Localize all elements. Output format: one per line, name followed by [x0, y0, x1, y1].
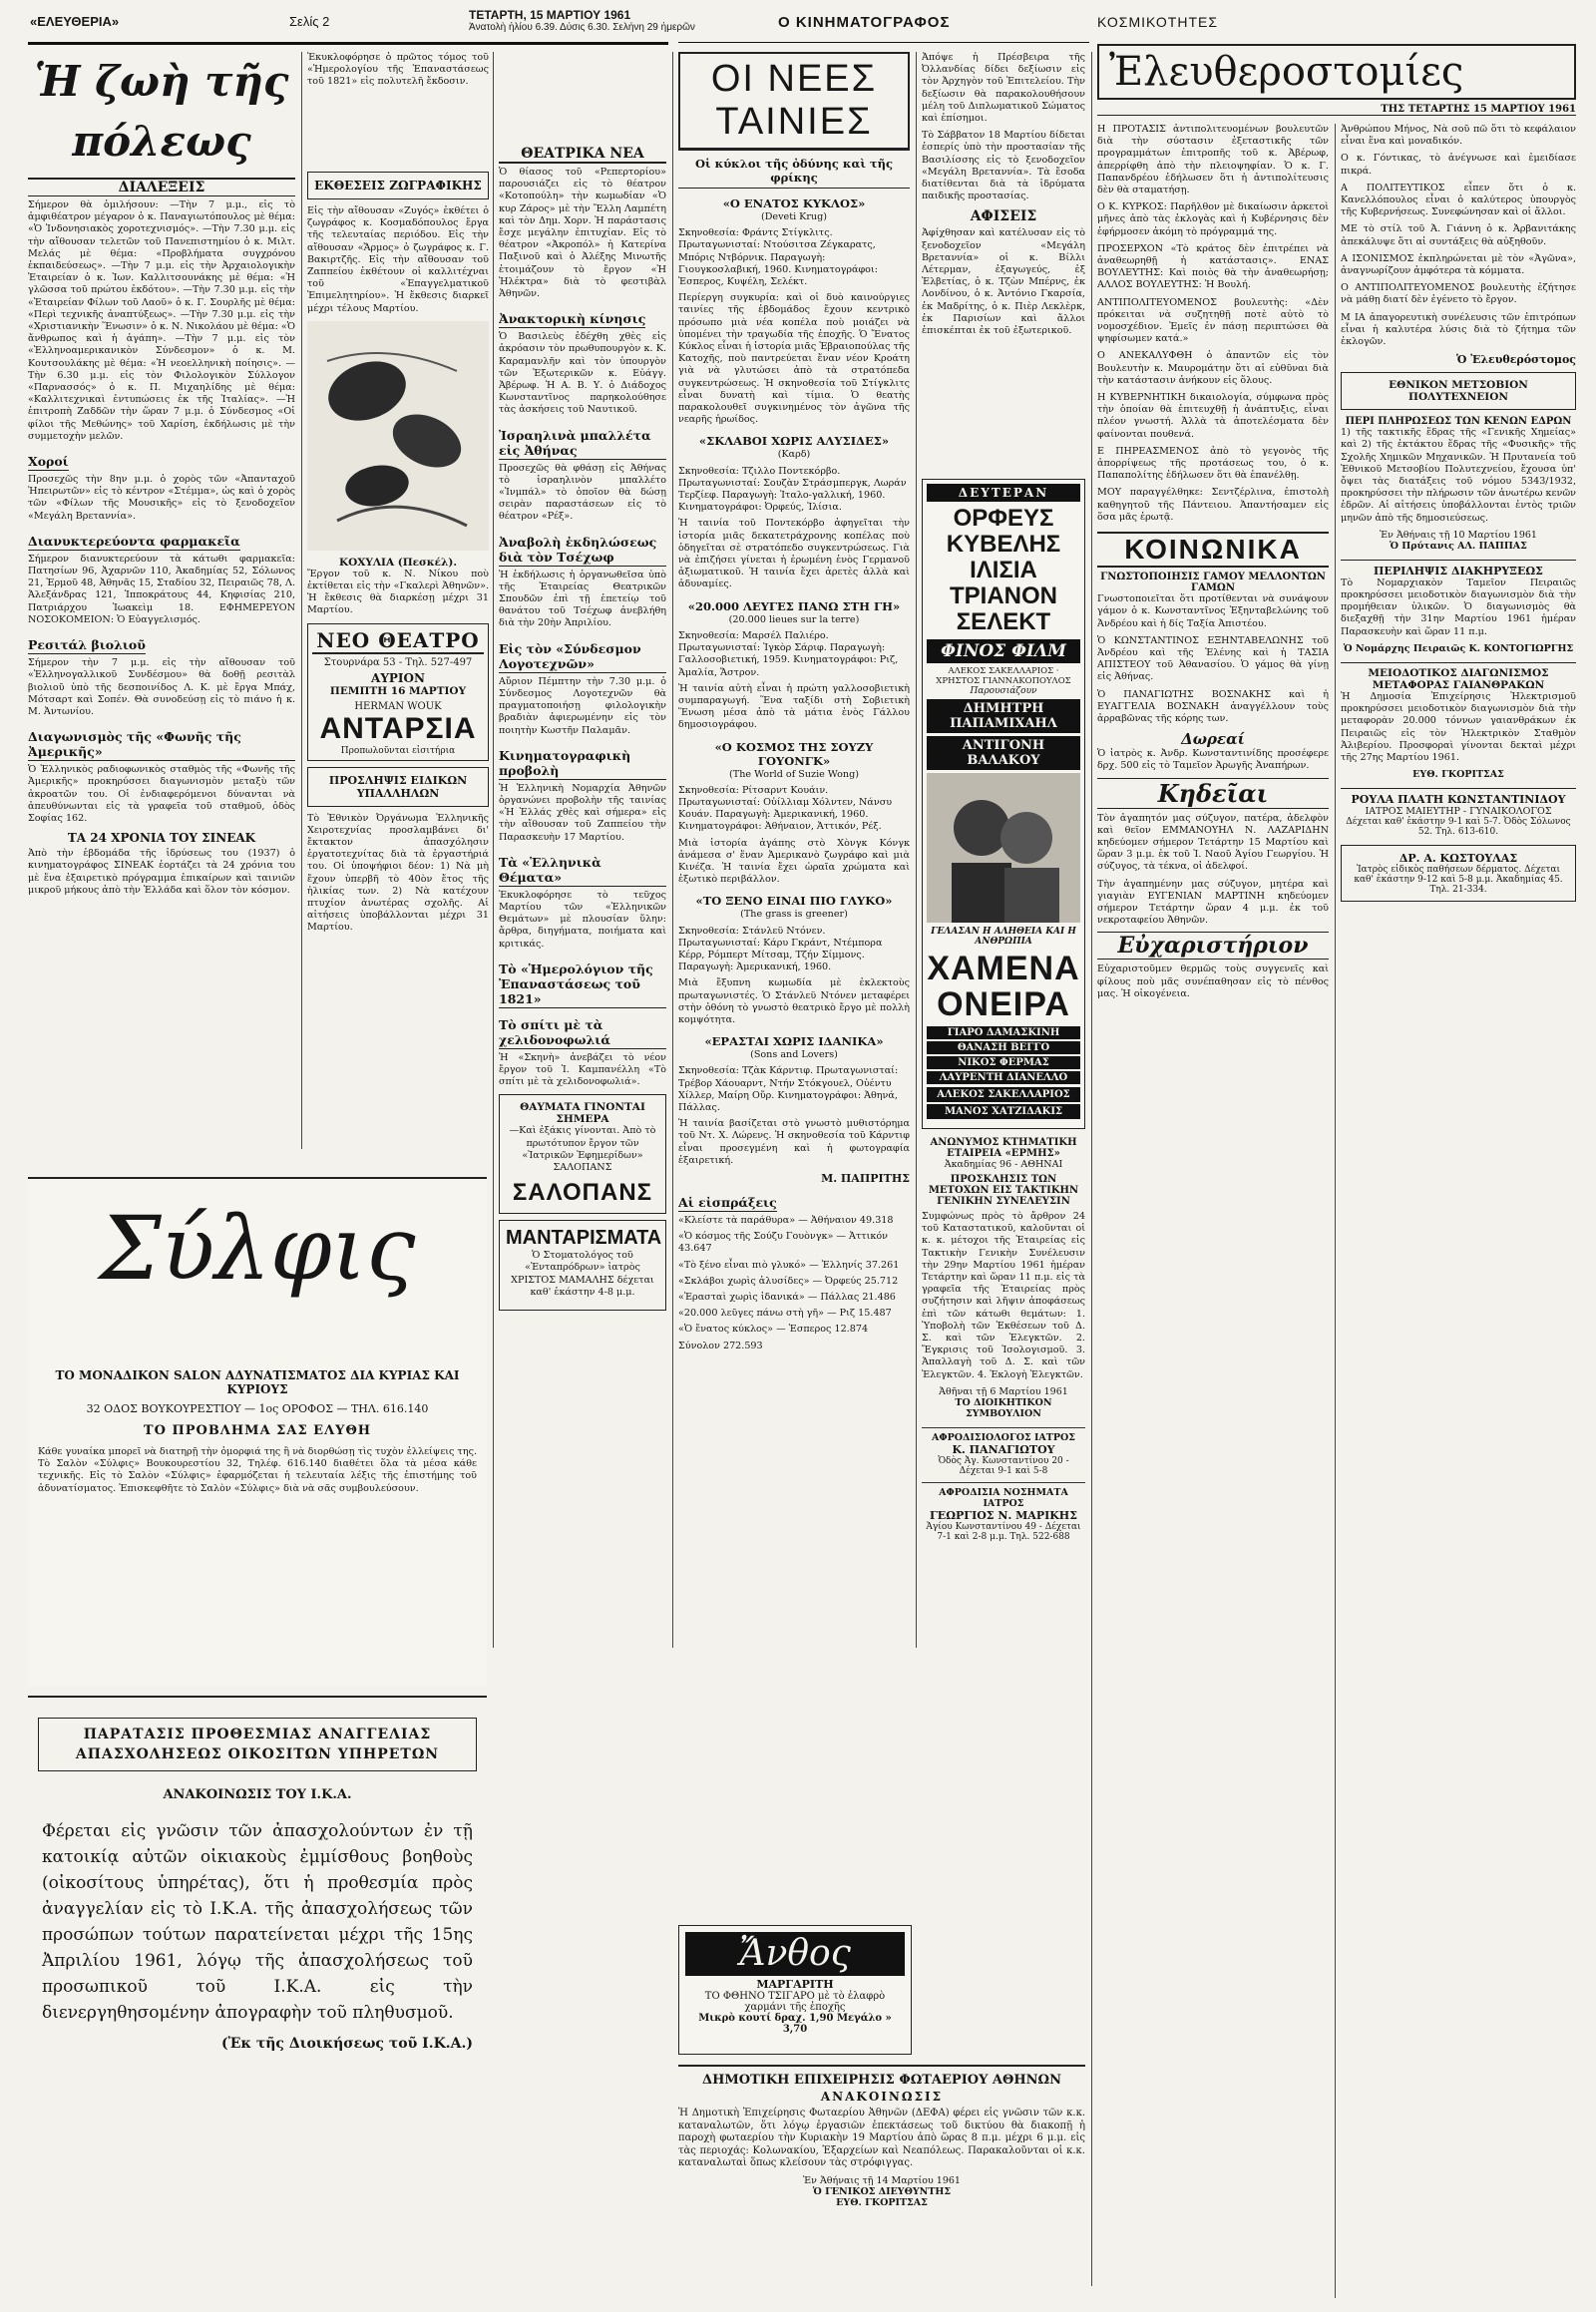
ika-notice	[28, 1696, 487, 2300]
image-note: Ἔργον τοῦ κ. Ν. Νίκου ποὺ ἐκτίθεται εἰς τὴν «Γκαλερὶ Ἀθηνῶν». Ἡ ἔκθεσις θὰ διαρκέσῃ μέχρι 31 Μαρτίου.	[307, 568, 489, 616]
top-rule-left	[28, 42, 668, 45]
new-films-subhead: Οἱ κύκλοι τῆς ὀδύνης καὶ τῆς φρίκης	[678, 157, 910, 189]
arrivals-title: ΑΦΙΣΕΙΣ	[970, 208, 1037, 225]
ad-cinemas: ΟΡΦΕΥΣ ΚΥΒΕΛΗΣ ΙΛΙΣΙΑ ΤΡΙΑΝΟΝ ΣΕΛΕΚΤ	[946, 505, 1061, 635]
ad-studio: ΦΙΝΟΣ ΦΙΛΜ	[927, 639, 1080, 663]
ad-cast-member: ΝΙΚΟΣ ΦΕΡΜΑΣ	[927, 1056, 1080, 1069]
anthos-brand: Ἄνθος	[739, 1933, 851, 1974]
company-notice	[922, 1137, 1085, 1676]
right-para-2: Ο κ. Γόντικας, τὸ ἀνέγνωσε καὶ ἐμειδίασε πικρά.	[1341, 153, 1576, 177]
divider	[1335, 124, 1336, 2298]
sylphis-salon-ad	[28, 1177, 487, 1686]
sylphis-title: ΤΟ ΜΟΝΑΔΙΚΟΝ SALON ΑΔΥΝΑΤΙΣΜΑΤΟΣ ΔΙΑ ΚΥΡΙΑΣ ΚΑΙ ΚΥΡΙΟΥΣ	[55, 1368, 460, 1396]
film-title: «Ο ΕΝΑΤΟΣ ΚΥΚΛΟΣ»	[722, 196, 866, 210]
film-title: «ΤΟ ΞΕΝΟ ΕΙΝΑΙ ΠΙΟ ΓΛΥΚΟ»	[695, 894, 893, 909]
boxoffice-title: Αἱ εἰσπράξεις	[678, 1195, 777, 1210]
film-original-title: (The grass is greener)	[740, 909, 848, 921]
ad-cast-member: ΛΑΥΡΕΝΤΗ ΔΙΑΝΕΛΛΟ	[927, 1071, 1080, 1084]
divider	[672, 52, 673, 1648]
column-para-8: ΜΟΥ παραγγέλθηκε: Σεντζέρλινα, ἐπιστολὴ καθηγητοῦ τῆς Πάντειου. Ἀπαντήσαμεν εἰς ὅσα μᾶς ἐρωτᾷ.	[1097, 487, 1329, 523]
defa-title: ΔΗΜΟΤΙΚΗ ΕΠΙΧΕΙΡΗΣΙΣ ΦΩΤΑΕΡΙΟΥ ΑΘΗΝΩΝ	[702, 2073, 1061, 2088]
film-title: «20.000 ΛΕΥΓΕΣ ΠΑΝΩ ΣΤΗ ΓΗ»	[687, 598, 901, 613]
company-date: Ἀθῆναι τῇ 6 Μαρτίου 1961	[939, 1385, 1068, 1397]
defa-sign-name: ΕΥΘ. ΓΚΟΡΙΤΣΑΣ	[836, 2196, 928, 2208]
jobs-title: ΠΡΟΣΛΗΨΙΣ ΕΙΔΙΚΩΝ ΥΠΑΛΛΗΛΩΝ	[328, 773, 468, 800]
theatre-note: Προπωλοῦνται εἰσιτήρια	[340, 745, 456, 756]
doctor-4-text: Ἰατρὸς εἰδικὸς παθήσεων δέρματος. Δέχεται καθ' ἑκάστην 9-12 καὶ 5-8 μ.μ. Ἀκαδημίας 45. Τηλ. 21-334.	[1354, 865, 1563, 896]
defa-text: Ἡ Δημοτικὴ Ἐπιχείρησις Φωταερίου Ἀθηνῶν (ΔΕΦΑ) φέρει εἰς γνῶσιν τῶν κ.κ. καταναλωτῶν, ὅτι λόγῳ ἐργασιῶν ἐπεκτάσεως τοῦ δικτύου θὰ διακοπῇ ἡ παροχὴ φωταερίου τὴν Κυριακὴν 19 Μαρτίου ἀπὸ ὥρας 8 π.μ. μέχρι 6 μ.μ. εἰς τὰς περιοχάς: Κολωνακίου, Ἐξαρχείων καὶ Νεαπόλεως. Παρακαλοῦνται οἱ κ.κ. καταναλωταὶ ὅπως κλείσουν τὰς στρόφιγγας.	[678, 2108, 1085, 2169]
publisher-note	[307, 52, 489, 144]
greek-themes-title: Τὰ «Ἑλληνικὰ Θέματα»	[499, 855, 666, 887]
contest-voa-title: Διαγωνισμὸς τῆς «Φωνῆς τῆς Ἀμερικῆς»	[28, 729, 295, 761]
film-credits: Σκηνοθεσία: Ρίτσαρντ Κουάιν. Πρωταγωνισταί: Οὐίλλιαμ Χόλντεν, Νάνσυ Κουάν. Παραγωγὴ: Ἀμερικανική, 1960. Κινηματογράφοι: Ἀθήναιον, Ἀττικόν, Ρέξ.	[678, 784, 893, 833]
eleftherostomies-masthead: Ἐλευθεροστομίες	[1109, 49, 1464, 95]
screening-title: Κινηματογραφικὴ προβολὴ	[499, 748, 666, 780]
palace-title: Ἀνακτορικὴ κίνησις	[499, 311, 646, 327]
jobs-box	[307, 767, 489, 807]
film-review	[678, 434, 910, 590]
doctor-1-title: ΑΦΡΟΔΙΣΙΟΛΟΓΟΣ ΙΑΤΡΟΣ	[931, 1431, 1076, 1443]
company-heading: ΠΡΟΣΚΛΗΣΙΣ ΤΩΝ ΜΕΤΟΧΩΝ ΕΙΣ ΤΑΚΤΙΚΗΝ ΓΕΝΙΚΗΝ ΣΥΝΕΛΕΥΣΙΝ	[928, 1174, 1079, 1207]
ad-cast-list	[927, 1026, 1080, 1084]
doctor-3-address: Δέχεται καθ' ἑκάστην 9-1 καὶ 5-7. Ὁδὸς Σόλωνος 52. Τηλ. 613-610.	[1346, 817, 1571, 838]
funeral-text-1: Τὸν ἀγαπητόν μας σύζυγον, πατέρα, ἀδελφὸν καὶ θεῖον ΕΜΜΑΝΟΥΗΛ Ν. ΛΑΖΑΡΙΔΗΝ κηδεύομεν σήμερον Τετάρτην 15 Μαρτίου καὶ ὥραν 3 μ.μ. ἐκ τοῦ Ἱ. Ναοῦ Ἁγίου Γεωργίου. Ἡ σύζυγος, τὰ τέκνα, οἱ ἀδελφοί.	[1097, 812, 1329, 873]
contest-voa-text: Ὁ Ἑλληνικὸς ραδιοφωνικὸς σταθμὸς τῆς «Φωνῆς τῆς Ἀμερικῆς» προκηρύσσει διαγωνισμὸν μεταξὺ τῶν ἀκροατῶν του. Οἱ ἐνδιαφερόμενοι δύνανται νὰ ἀπευθύνωνται εἰς τὰ γραφεῖα τοῦ σταθμοῦ, ὁδὸς Σοφίας 162.	[28, 764, 295, 824]
film-review	[678, 740, 910, 887]
doctor-2-name: ΓΕΩΡΓΙΟΣ Ν. ΜΑΡΙΚΗΣ	[930, 1508, 1077, 1522]
theatre-news-text: Ὁ θίασος τοῦ «Ρεπερτορίου» παρουσιάζει εἰς τὸ θέατρον «Κοτοπούλη» τὴν κωμωδίαν «Ὁ κυρ Ζάρος» μὲ τὴν Ἔλλη Λαμπέτη καὶ τὸν Δημ. Χορν. Ἡ παράστασις ἔσχε μεγάλην ἐπιτυχίαν. Εἰς τὸ θέατρον «Ἀκροπόλ» ἡ Κατερίνα Παξινοῦ καὶ ὁ Ἀλέξης Μινωτῆς ἑτοιμάζουν τὸ ἔργον «Ἡ Ἡλέκτρα» διὰ τὸ φεστιβὰλ Ἀθηνῶν.	[499, 167, 666, 300]
right-para-4: ΜΕ τὸ στίλ τοῦ Ἀ. Γιάννη ὁ κ. Ἀρβανιτάκης ἀπεκάλυψε ὅτι αἱ συντάξεις θὰ αὐξηθοῦν.	[1341, 223, 1576, 247]
paper-name: «ΕΛΕΥΘΕΡΙΑ»	[30, 14, 120, 29]
critic-signature: Μ. ΠΑΠΡΙΤΗΣ	[821, 1172, 910, 1185]
film-credits: Σκηνοθεσία: Φράντς Στίγκλιτς. Πρωταγωνισταί: Ντούσιτσα Ζέγκαρατς, Μπόρις Ντβόρνικ. Παραγωγὴ: Γιουγκοσλαβική, 1960. Κινηματογράφοι: Ἑσπερος, Κυψέλη, Σελέκτ.	[678, 227, 878, 288]
film-credits: Σκηνοθεσία: Στάνλεϋ Ντόνεν. Πρωταγωνισταί: Κάρυ Γκράντ, Ντέμπορα Κέρρ, Ρόμπερτ Μίτσαμ, Τζήν Σίμμονς. Παραγωγὴ: Ἀμερικανική, 1960.	[678, 925, 883, 973]
mandarin-box	[499, 1220, 666, 1311]
divider	[1091, 52, 1092, 2286]
transport-sign: ΕΥΘ. ΓΚΟΡΙΤΣΑΣ	[1412, 769, 1504, 781]
ad-film-title: ΧΑΜΕΝΑ ΟΝΕΙΡΑ	[927, 950, 1080, 1023]
column-para-3: ΠΡΟΣΕΡΧΟΝ «Τὸ κράτος δὲν ἐπιτρέπει νὰ ἀναθεωρηθῇ ἡ κατάστασις». ΕΝΑΣ ΒΟΥΛΕΥΤΗΣ: Καὶ ποιὸς θὰ τὴν ἀναθεωρήσῃ; ΑΛΛΟΣ ΒΟΥΛΕΥΤΗΣ: Ἡ Βουλή.	[1097, 242, 1329, 291]
theatre-address: Στουρνάρα 53 - Τηλ. 527-497	[323, 656, 473, 668]
polytechnic-text: 1) τῆς τακτικῆς ἕδρας τῆς «Γενικῆς Χημείας» καὶ 2) τῆς ἐκτάκτου ἕδρας τῆς «Φυσικῆς» τῆς Σχολῆς Χημικῶν Μηχανικῶν. Ἡ Πρυτανεία τοῦ Ἐθνικοῦ Μετσοβίου Πολυτεχνείου, ἔχουσα ὑπ' ὄψει τὰς διατάξεις τοῦ νόμου 5343/1932, προκηρύσσει τὴν πλήρωσιν τῶν ἀνωτέρω κενῶν ἑδρῶν. Αἱ αἰτήσεις ὑποβάλλονται ἐντὸς τριῶν μηνῶν ἀπὸ τῆς δημοσιεύσεως.	[1341, 427, 1576, 524]
theatre-news-title: ΘΕΑΤΡΙΚΑ ΝΕΑ	[499, 146, 666, 164]
ad-star-1: ΔΗΜΗΤΡΗ ΠΑΠΑΜΙΧΑΗΛ	[927, 699, 1080, 733]
ika-text: Φέρεται εἰς γνῶσιν τῶν ἀπασχολούντων ἐν τῇ κατοικίᾳ αὐτῶν οἰκιακοὺς ἐμμίσθους βοηθοὺς (οἰκοσίτους ὑπηρέτας), ὅτι ἡ προθεσμία πρὸς ἀναγγελίαν εἰς τὸ Ι.Κ.Α. τῆς ἀπασχολήσεως τῶν προσώπων τούτων παρατείνεται μέχρι τῆς 15ης Ἀπριλίου 1961, λόγῳ τῆς ἀπασχολήσεως τοῦ προσωπικοῦ τοῦ Ι.Κ.Α. εἰς τὴν διενεργηθησομένην ἀπογραφὴν τοῦ πληθυσμοῦ.	[42, 1821, 473, 2023]
marriage-text-1: Γνωστοποιεῖται ὅτι προτίθενται νὰ συνάψουν γάμον ὁ κ. Κωνσταντῖνος Ἐξηνταβελώνης τοῦ Ἀνδρέου καὶ ἡ δίς Ταξία Ἀπιστέου.	[1097, 593, 1329, 629]
ad-blurb: ΓΕΛΑΣΑΝ Η ΑΛΗΘΕΙΑ ΚΑΙ Η ΑΝΘΡΩΠΙΑ	[931, 927, 1076, 947]
shell-drawing-icon	[307, 321, 489, 551]
company-address: Ἀκαδημίας 96 - ΑΘΗΝΑΙ	[944, 1159, 1063, 1170]
doctor-1-name: Κ. ΠΑΝΑΓΙΩΤΟΥ	[952, 1442, 1055, 1456]
sineak-anniversary-title: ΤΑ 24 ΧΡΟΝΙΑ ΤΟΥ ΣΙΝΕΑΚ	[67, 831, 256, 846]
anthos-text: ΤΟ ΦΘΗΝΟ ΤΣΙΓΑΡΟ μὲ τὸ ἐλαφρὸ χαρμάνι τῆς ἐποχῆς	[704, 1991, 886, 2013]
mandarin-brand: ΜΑΝΤΑΡΙΣΜΑΤΑ	[506, 1227, 662, 1250]
film-original-title: (Sons and Lovers)	[750, 1049, 838, 1061]
theatre-date: ΠΕΜΠΤΗ 16 ΜΑΡΤΙΟΥ	[329, 684, 467, 697]
tender-title: ΠΕΡΙΛΗΨΙΣ ΔΙΑΚΗΡΥΞΕΩΣ	[1341, 560, 1576, 578]
film-original-title: (The World of Suzie Wong)	[729, 768, 859, 780]
swallow-house-title: Τὸ σπίτι μὲ τὰ χελιδονοφωλιά	[499, 1017, 666, 1049]
exhibitions-text: Εἰς τὴν αἴθουσαν «Ζυγός» ἐκθέτει ὁ ζωγράφος κ. Κοσμαδόπουλος ἔργα τῆς τελευταίας περιόδου. Εἰς τὴν αἴθουσαν «Ἄρμος» ὁ ζωγράφος κ. Γ. Βακιρτζῆς. Εἰς τὴν αἴθουσαν τοῦ Ζαππείου ἐκθέτουν οἱ καλλιτέχναι τοῦ «Ἐπαγγελματικοῦ Ἐπιμελητηρίου». Ἡ ἔκθεσις διαρκεῖ μέχρι τέλους Μαρτίου.	[307, 205, 489, 314]
screening-text: Ἡ Ἑλληνικὴ Νομαρχία Ἀθηνῶν ὀργανώνει προβολὴν τῆς ταινίας «Ἡ Ἐλλάς χθὲς καὶ σήμερα» εἰς τὴν αἴθουσαν τοῦ Ζαππείου τὴν Παρασκευὴν 17 Μαρτίου.	[499, 782, 666, 843]
polytechnic-date: Ἐν Ἀθήναις τῇ 10 Μαρτίου 1961	[1380, 529, 1537, 541]
column-4-new-films	[678, 52, 910, 1648]
image-caption: ΚΟΧΥΛΙΑ (Πεσκέλ).	[338, 556, 458, 569]
theatre-play-title: ΑΝΤΑΡΣΙΑ	[319, 711, 477, 745]
theatre-author: HERMAN WOUK	[354, 700, 442, 712]
funeral-text-2: Τὴν ἀγαπημένην μας σύζυγον, μητέρα καὶ γιαγιὰν ΕΥΓΕΝΙΑΝ ΜΑΡΤΙΝΗ κηδεύομεν σήμερον Τετάρτην ὥραν 4 μ.μ. ἐκ τοῦ νεκροταφείου Ἀθηνῶν.	[1097, 878, 1329, 927]
ad-cast-member: ΓΙΑΡΟ ΔΑΜΑΣΚΙΝΗ	[927, 1026, 1080, 1039]
company-text: Συμφώνως πρὸς τὸ ἄρθρον 24 τοῦ Καταστατικοῦ, καλοῦνται οἱ κ. κ. μέτοχοι τῆς Ἑταιρείας εἰς Τακτικὴν Γενικὴν Συνέλευσιν τὴν 29ην Μαρτίου 1961 ἡμέραν Τετάρτην καὶ ὥραν 11 π.μ. εἰς τὰ γραφεῖα τῆς Ἑταιρείας πρὸς συζήτησιν καὶ λῆψιν ἀποφάσεως ἐπὶ τῶν κάτωθι θεμάτων: 1. Ὑποβολὴ τῶν Ἐκθέσεων τοῦ Δ. Σ. καὶ τῶν Ἐλεγκτῶν. 2. Ἔγκρισις τοῦ Ἰσολογισμοῦ. 3. Ἀπαλλαγὴ τοῦ Δ. Σ. καὶ τῶν Ἐλεγκτῶν. 4. Ἐκλογὴ Ἐλεγκτῶν.	[922, 1211, 1085, 1380]
top-rule-mid	[678, 42, 1089, 43]
recital-title: Ρεσιτάλ βιολιοῦ	[28, 637, 146, 653]
film-review	[678, 1034, 910, 1167]
polytechnic-title: ΕΘΝΙΚΟΝ ΜΕΤΣΟΒΙΟΝ ΠΟΛΥΤΕΧΝΕΙΟΝ	[1389, 379, 1528, 404]
sylphis-text: Κάθε γυναίκα μπορεῖ νὰ διατηρῇ τὴν ὀμορφιά της ἢ νὰ διορθώσῃ τὶς τυχὸν ἐλλείψεις της. Τὸ Σαλὸν «Σύλφις» Βουκουρεστίου 32, Τηλέφ. 616.140 διαθέτει ὅλα τὰ μέσα κάθε τεχνικῆς. Εἰς τὸ Σαλὸν «Σύλφις» ἐφαρμόζεται ἡ τελευταία λέξις τῆς ἐπιστήμης τοῦ ἀδυνατίσματος. Ἐπισκεφθῆτε τὸ Σαλὸν «Σύλφις» διὰ νὰ σᾶς συμβουλεύσουν.	[38, 1446, 477, 1494]
sylphis-logo: Σύλφις	[99, 1197, 416, 1300]
miracles-title: ΘΑΥΜΑΤΑ ΓΙΝΟΝΤΑΙ ΣΗΜΕΡΑ	[520, 1101, 645, 1126]
thanks-title: Εὐχαριστήριον	[1097, 932, 1329, 960]
column-6	[1097, 124, 1329, 2298]
company-title: ΑΝΩΝΥΜΟΣ ΚΤΗΜΑΤΙΚΗ ΕΤΑΙΡΕΙΑ «ΕΡΜΗΣ»	[930, 1137, 1077, 1159]
polytechnic-sub: ΠΕΡΙ ΠΛΗΡΩΣΕΩΣ ΤΩΝ ΚΕΝΩΝ ΕΔΡΩΝ	[1345, 416, 1572, 428]
doctor-4	[1341, 845, 1576, 902]
film-review-text: Μιὰ ἔξυπνη κωμωδία μὲ ἐκλεκτοὺς πρωταγωνιστές. Ὁ Στάνλεϋ Ντόνεν μεταφέρει στὴν ὀθόνη τὸ γνωστὸ θεατρικὸ ἔργο μὲ πολλὴ κομψότητα.	[678, 977, 910, 1025]
doctor-1-address: Ὁδὸς Ἀγ. Κωνσταντίνου 20 - Δέχεται 9-1 καὶ 5-8	[938, 1455, 1069, 1476]
right-para-6: Ο ΑΝΤΙΠΟΛΙΤΕΥΟΜΕΝΟΣ βουλευτὴς ἐζήτησε νὰ μάθῃ διατί δὲν ἐγένετο τὸ ἔργον.	[1341, 282, 1576, 306]
film-review	[678, 196, 910, 426]
sineak-anniversary-text: Ἀπὸ τὴν ἑβδομάδα τῆς ἱδρύσεως του (1937) ὁ κινηματογράφος ΣΙΝΕΑΚ ἑορτάζει τὰ 24 χρόνια του μὲ ἕνα ἐξαιρετικὸ πρόγραμμα ἐπικαίρων καὶ ταινιῶν μικροῦ μήκους ἀπὸ τὴν Ἑλλάδα καὶ ὅλον τὸν κόσμον.	[28, 848, 295, 896]
swallow-house-text: Ἡ «Σκηνὴ» ἀνεβάζει τὸ νέον ἔργον τοῦ Ἰ. Καμπανέλλη «Τὸ σπίτι μὲ τὰ χελιδονοφωλιά».	[499, 1051, 666, 1088]
ballet-title: Ἰσραηλινὰ μπαλλέτα εἰς Ἀθήνας	[499, 428, 666, 460]
anthos-price: Μικρὸ κουτί δραχ. 1,90 Μεγάλο » 3,70	[698, 2013, 892, 2035]
film-title: «ΣΚΛΑΒΟΙ ΧΩΡΙΣ ΑΛΥΣΙΔΕΣ»	[698, 434, 890, 449]
thanks-text: Εὐχαριστοῦμεν θερμῶς τοὺς συγγενεῖς καὶ φίλους ποὺ μᾶς συνέπαθησαν εἰς τὸ πένθος μας. Ἡ οἰκογένεια.	[1097, 963, 1329, 999]
transport-title: ΜΕΙΟΔΟΤΙΚΟΣ ΔΙΑΓΩΝΙΣΜΟΣ ΜΕΤΑΦΟΡΑΣ ΓΑΙΑΝΘΡΑΚΩΝ	[1341, 662, 1576, 691]
dance-text: Προσεχῶς τὴν 8ην μ.μ. ὁ χορὸς τῶν «Ἀπανταχοῦ Ἠπειρωτῶν» εἰς τὸ κέντρον «Στέμμα», ὡς καὶ ὁ χορὸς τῶν «Φίλων τῆς Μουσικῆς» εἰς τὸ ξενοδοχεῖον «Μεγάλη Βρεταννία».	[28, 474, 295, 522]
film-credits: Σκηνοθεσία: Τζιλλο Ποντεκόρβο. Πρωταγωνισταί: Σουζὰν Στράσμπεργκ, Λωράν Τερζίεφ. Παραγωγὴ: Ἰταλο-γαλλική, 1960. Κινηματογράφοι: Ὀρφεύς, Ἰλίσια.	[678, 465, 907, 514]
film-credits: Σκηνοθεσία: Μαρσέλ Παλιέρο. Πρωταγωνισταί: Ἰγκὸρ Σάριφ. Παραγωγὴ: Γαλλοσοβιετική, 1959. Κινηματογράφοι: Ριζ, Ἀμαλία, Ἄστρον.	[678, 629, 899, 678]
divider	[301, 52, 302, 1149]
social-intro: Ἀπόψε ἡ Πρέσβειρα τῆς Ὀλλανδίας δίδει δεξίωσιν εἰς τὸν Ἀρχηγὸν τοῦ Ἐπιτελείου. Τὴν δεξίωσιν θὰ παρακολουθήσουν μέλη τοῦ Διπλωματικοῦ Σώματος καὶ ἐπίσημοι.	[922, 52, 1085, 125]
anthos-brand-bar	[685, 1932, 905, 1976]
boxoffice-row: «Ὁ κόσμος τῆς Σούζυ Γουὸνγκ» — Ἀττικόν 43.647	[678, 1231, 888, 1255]
boxoffice-row: «Ἐρασταὶ χωρὶς ἰδανικά» — Πάλλας 21.486	[678, 1292, 896, 1304]
doctor-3-name: ΡΟΥΛΑ ΠΛΑΤΗ ΚΩΝΣΤΑΝΤΙΝΙΔΟΥ	[1351, 793, 1566, 807]
lectures-title: ΔΙΑΛΕΞΕΙΣ	[28, 178, 295, 196]
page-number: Σελίς 2	[289, 14, 330, 29]
company-sign: ΤΟ ΔΙΟΙΚΗΤΙΚΟΝ ΣΥΜΒΟΥΛΙΟΝ	[955, 1396, 1052, 1419]
marriage-text-2: Ὁ ΚΩΝΣΤΑΝΤΙΝΟΣ ΕΞΗΝΤΑΒΕΛΩΝΗΣ τοῦ Ἀνδρέου καὶ τῆς Ἑλένης καὶ ἡ ΤΑΣΙΑ ΑΠΙΣΤΕΟΥ τοῦ Ἀθανασίου. Ὁ γάμος θὰ γίνῃ εἰς Ἀθήνας.	[1097, 634, 1329, 683]
film-original-title: (20.000 lieues sur la terre)	[728, 613, 860, 625]
column-para-2: Ο Κ. ΚΥΡΚΟΣ: Παρῆλθον μὲ δικαίωσιν ἀρκετοὶ μῆνες ἀπὸ τὰς ἐκλογὰς καὶ ἡ Κυβέρνησις δὲν ἐφήρμοσεν ἀκόμη τὸ πρόγραμμά της.	[1097, 201, 1329, 237]
miracles-box	[499, 1094, 666, 1214]
chekhov-title: Ἀναβολὴ ἐκδηλώσεως διὰ τὸν Τσέχωφ	[499, 535, 666, 567]
social-text: Τὸ Σάββατον 18 Μαρτίου δίδεται ἐσπερίς ὑπὸ τὴν προστασίαν τῆς Βασιλίσσης εἰς τὸ ξενοδοχεῖον «Μεγάλη Βρεταννία». Τὰ ἔσοδα διατίθενται διὰ τὰ ἱδρύματα παιδικῆς προστασίας.	[922, 130, 1085, 202]
defa-subtitle: ΑΝΑΚΟΙΝΩΣΙΣ	[820, 2090, 944, 2104]
mandarin-text: Ὁ Στοματολόγος τοῦ «Ἐνταπρόδρων» ἰατρὸς ΧΡΙΣΤΟΣ ΜΑΜΑΛΗΣ δέχεται καθ' ἑκάστην 4-8 μ.μ.	[511, 1250, 654, 1298]
funerals-title: Κηδεῖαι	[1097, 778, 1329, 809]
palace-text: Ὁ Βασιλεὺς ἐδέχθη χθὲς εἰς ἀκρόασιν τὸν πρωθυπουργὸν κ. Κ. Καραμανλῆν καὶ τὸν ὑπουργὸν τῶν Ἐξωτερικῶν κ. Εὐάγγ. Ἀβέρωφ. Ἡ Α. Β. Υ. ὁ Διάδοχος Κωνσταντῖνος παρηκολούθησε τὰς ἀσκήσεις τοῦ Ναυτικοῦ.	[499, 331, 666, 416]
defa-date: Ἐν Ἀθήναις τῇ 14 Μαρτίου 1961	[803, 2174, 961, 2186]
marriage-heading: ΓΝΩΣΤΟΠΟΙΗΣΙΣ ΓΑΜΟΥ ΜΕΛΛΟΝΤΩΝ ΓΑΜΩΝ	[1100, 572, 1326, 594]
ad-credit-1: ΑΛΕΚΟΣ ΣΑΚΕΛΛΑΡΙΟΣ	[927, 1087, 1080, 1102]
city-life-masthead: Ἡ ζωὴ τῆς πόλεως	[34, 57, 289, 166]
theatre-name: ΝΕΟ ΘΕΑΤΡΟ	[312, 628, 484, 654]
eleftherostomies-date: ΤΗΣ ΤΕΤΑΡΤΗΣ 15 ΜΑΡΤΙΟΥ 1961	[1097, 104, 1576, 116]
film-review-text: Ἡ ταινία αὐτὴ εἶναι ἡ πρώτη γαλλοσοβιετικὴ συμπαραγωγή. Ἕνα ταξίδι στὴ Σοβιετικὴ Ἕνωση μέσα ἀπὸ τὰ μάτια ἑνὸς Γάλλου δημοσιογράφου.	[678, 682, 910, 731]
ad-portrait-image	[927, 773, 1080, 927]
film-review-text: Περίεργη συγκυρία: καὶ οἱ δυὸ καινούργιες ταινίες τῆς ἑβδομάδος ἔχουν κεντρικὸ πρόσωπο μιὰ νέα κοπέλα ποὺ μοιάζει νὰ ὑπομένει τὴν τραγωδία τῆς ἐποχῆς. Ὁ Ἔνατος Κύκλος εἶναι ἡ ἱστορία μιᾶς Ἑβραιοπούλας τῆς Κατοχῆς, ποὺ παντρεύεται ἕναν νέον Κροάτη γιὰ νὰ γλυτώσει ἀπὸ τὰ στρατόπεδα συγκεντρώσεως. Ἡ σκηνοθεσία τοῦ Στίγκλιτς εἶναι δυνατὴ καὶ τίμια. Ὁ θεατὴς παρακολουθεῖ συγκινημένος τὸν ἀγῶνα τῆς νεαρῆς ἡρωίδος.	[678, 292, 910, 426]
dance-title: Χοροί	[28, 454, 69, 470]
chekhov-text: Ἡ ἐκδήλωσις ἡ ὀργανωθεῖσα ὑπὸ τῆς Ἑταιρείας Θεατρικῶν Σπουδῶν ἐπὶ τῇ ἐπετείῳ τοῦ θανάτου τοῦ Τσέχωφ ἀνεβλήθη διὰ τὴν 20ὴν Ἀπριλίου.	[499, 569, 666, 629]
ika-signature: (Ἐκ τῆς Διοικήσεως τοῦ Ι.Κ.Α.)	[221, 2036, 473, 2052]
miracles-text: —Καὶ ἐξάκις γίνονται. Ἀπὸ τὸ πρωτότυπον ἔργον τῶν «Ἰατρικῶν Ἐφημερίδων» ΣΑΛΟΠΑΝΣ	[509, 1125, 656, 1173]
film-review	[678, 894, 910, 1026]
tender-sign: Ὁ Νομάρχης Πειραιῶς Κ. ΚΟΝΤΟΓΙΩΡΓΗΣ	[1343, 642, 1574, 654]
arrivals-text: Ἀφίχθησαν καὶ κατέλυσαν εἰς τὸ ξενοδοχεῖον «Μεγάλη Βρεταννία» οἱ κ. Βίλλι Λέτερμαν, ἐξαγωγεύς, ἐξ Ἑλβετίας, ὁ κ. Τζὼν Μπέρνς, ἐκ Λονδίνου, ὁ κ. Ἀντόνιο Γκαρσία, ἐκ Μαδρίτης, ὁ κ. Πιὲρ Λεκλὲρκ, ἐκ Παρισίων καὶ ἄλλοι ἐπισκέπται ἐκ τοῦ ἐξωτερικοῦ.	[922, 227, 1085, 337]
ad-star-2: ΑΝΤΙΓΟΝΗ ΒΑΛΑΚΟΥ	[927, 736, 1080, 770]
theatre-day: ΑΥΡΙΟΝ	[371, 670, 425, 685]
defa-notice	[678, 2065, 1085, 2306]
film-title: «Ο ΚΟΣΜΟΣ ΤΗΣ ΣΟΥΖΥ ΓΟΥΟΝΓΚ»	[714, 739, 874, 768]
pharmacies-text: Σήμερον διανυκτερεύουν τὰ κάτωθι φαρμακεῖα: Πατησίων 96, Ἀχαρνῶν 110, Ἀκαδημίας 52, Σόλωνος 21, Ἑρμοῦ 48, Ἀθηνᾶς 15, Σταδίου 32, Πειραιῶς 78, Λ. Ἀλεξάνδρας 121, Ἰπποκράτους 44, Κηφισίας 210, Πατριάρχου Ἰωακεὶμ 18. ΕΦΗΜΕΡΕΥΟΝ ΝΟΣΟΚΟΜΕΙΟΝ: Ὁ Εὐαγγελισμός.	[28, 553, 295, 625]
doctor-4-title: ΔΡ. Α. ΚΩΣΤΟΥΛΑΣ	[1398, 852, 1518, 866]
doctor-2	[922, 1482, 1085, 1542]
writers-text: Αὔριον Πέμπτην τὴν 7.30 μ.μ. ὁ Σύνδεσμος Λογοτεχνῶν θὰ πραγματοποιήσῃ φιλολογικὴν βραδιὰν ἀφιερωμένην εἰς τὸν ποιητὴν Κωστῆν Παλαμᾶν.	[499, 675, 666, 736]
divider	[916, 52, 917, 1648]
column-2	[307, 148, 489, 1167]
film-review-text: Ἡ ταινία βασίζεται στὸ γνωστὸ μυθιστόρημα τοῦ Ντ. Χ. Λώρενς. Ἡ σκηνοθεσία τοῦ Κάρντιφ εἶναι προσεγμένη καὶ ἡ φωτογραφία ἐξαιρετική.	[678, 1118, 910, 1166]
column-para-5: Ο ΑΝΕΚΑΛΥΦΘΗ ὁ ἀπαντῶν εἰς τὸν Βουλευτὴν κ. Μαυρομάτην ὅτι αἱ εὐθῦναι διὰ τὴν κατάστασιν ἀνήκουν εἰς ὅλους.	[1097, 350, 1329, 386]
column-3	[499, 52, 666, 1728]
film-review-text: Ἡ ταινία τοῦ Ποντεκόρβο ἀφηγεῖται τὴν ἱστορία μιᾶς δεκατετράχρονης κοπέλας ποὺ ὁδηγεῖται σὲ στρατόπεδο συγκεντρώσεως. Γιὰ νὰ ἐπιζήσει γίνεται ἡ ἐρωμένη ἑνὸς Γερμανοῦ ἀξιωματικοῦ. Ἡ ταινία ἔχει ἀρετὲς ἀλλὰ καὶ ἀδυναμίες.	[678, 518, 910, 590]
film-title: «ΕΡΑΣΤΑΙ ΧΩΡΙΣ ΙΔΑΝΙΚΑ»	[704, 1034, 884, 1049]
boxoffice-list	[678, 1215, 910, 1352]
film-review	[678, 599, 910, 732]
doctor-2-address: Ἁγίου Κωνσταντίνου 49 - Δέχεται 7-1 καὶ 2-8 μ.μ. Τηλ. 522-688	[926, 1521, 1081, 1542]
ad-cast-member: ΘΑΝΑΣΗ ΒΕΓΓΟ	[927, 1041, 1080, 1054]
doctor-3	[1341, 788, 1576, 837]
film-review-text: Μιὰ ἱστορία ἀγάπης στὸ Χὸνγκ Κόνγκ ἀνάμεσα σ' ἕναν Ἀμερικανὸ ζωγράφο καὶ μιὰ Κινέζα. Ἡ ταινία ἔχει ὡραῖα χρώματα καὶ ἐξωτικὸ περιβάλλον.	[678, 837, 910, 886]
shell-artwork-image	[307, 321, 489, 551]
lectures-text: Σήμερον θὰ ὁμιλήσουν: —Τὴν 7 μ.μ., εἰς τὸ ἀμφιθέατρον μέγαρον ὁ κ. Παναγιωτόπουλος μὲ θέμα: «Ὁ Ἰνδονησιακὸς χοροτεχνισμός». —Τὴν 7.30 μ.μ. εἰς τὴν αἴθουσαν τελετῶν τοῦ Πανεπιστημίου ὁ κ. Μιλτ. Μελάς μὲ θέμα: «Προβλήματα συγχρόνου ἐκπαιδεύσεως». —Τὴν 7 μ.μ. εἰς τὴν Ἀρχαιολογικὴν Ἑταιρείαν ὁ κ. Ἰων. Καλλιτσουνάκης μὲ θέμα: «Ἡ γλῶσσα τοῦ πρώτου ἐκδότου». —Τὴν 7.30 μ.μ. εἰς τὴν «Ἑταιρείαν Φίλων τοῦ Λαοῦ» ὁ κ. Γ. Σουρλῆς μὲ θέμα: «Περὶ τεχνικῆς ἀναπτύξεως». —Τὴν 7.30 μ.μ. εἰς τὴν «Χριστιανικὴν Ἕνωσιν» ὁ κ. Ν. Νικολάου μὲ θέμα: «Ὁ ἄνθρωπος καὶ ἡ ἀγάπη». —Τὴν 7 μ.μ. εἰς τὸν «Ἑλληνοαμερικανικὸν Σύνδεσμον» ὁ κ. Μ. Κουτσουλάκης μὲ θέμα: «Ἡ νεοελληνικὴ ποίησις». —Τὴν 6.30 μ.μ. εἰς τὸν Φιλολογικὸν Σύλλογον «Παρνασσός» ὁ κ. Π. Μιχαηλίδης μὲ θέμα: «Καλλιτεχνικαὶ ἐντυπώσεις ἐκ τῆς Ἰταλίας». —Ἡ ἐπιτροπὴ Ζαδδῶν τὴν ὥραν 7 μ.μ. ὁ Σύνδεσμος «Οἱ φίλοι τῆς Μεθώνης» τοῦ Χαρίση, ἐκδήλωσις μὲ τὴν συμμετοχὴν μελῶν.	[28, 199, 295, 442]
column-1	[28, 52, 295, 1167]
jobs-text: Τὸ Ἐθνικὸν Ὀργάνωμα Ἑλληνικῆς Χειροτεχνίας προσλαμβάνει δι' ἔκτακτον ἀπασχόλησιν ἐργατοτεχνίτας διὰ τὰ ἐργαστήριά του. Οἱ ὑποψήφιοι δέον: 1) Νὰ μὴ ἔχουν ὑπερβῆ τὸ 40ὸν ἔτος τῆς ἡλικίας των. 2) Νὰ κατέχουν πτυχίον ἀνωτέρας σχολῆς. Αἱ αἰτήσεις ὑποβάλλονται μέχρι 31 Μαρτίου.	[307, 812, 489, 934]
right-para-1: Ἀνθρώπου Μήνος, Νὰ σοῦ πῶ ὅτι τὸ κεφάλαιον εἶναι ἕνα καὶ μοναδικόν.	[1341, 124, 1576, 148]
boxoffice-row: «20.000 λεῦγες πάνω στὴ γῆ» — Ριζ 15.487	[678, 1308, 892, 1320]
column-para-7: Ε ΠΗΡΕΑΣΜΕΝΟΣ ἀπὸ τὸ γεγονὸς τῆς ἀπορρίψεως τῆς προτάσεως του, ὁ κ. Παπαπολίτης ἐδήλωσεν ὅτι θὰ ἐπανέλθῃ.	[1097, 445, 1329, 482]
boxoffice-row: «Κλείστε τὰ παράθυρα» — Ἀθήναιον 49.318	[678, 1215, 894, 1226]
right-para-7: Μ ΙΑ ἀπαγορευτικὴ συνέλευσις τῶν ἐπιτρόπων εἶναι ἡ καλυτέρα λύσις διὰ τὸ ζήτημα τῶν ἐκλογῶν.	[1341, 311, 1576, 348]
transport-text: Ἡ Δημοσία Ἐπιχείρησις Ἠλεκτρισμοῦ προκηρύσσει μειοδοτικὸν διαγωνισμὸν διὰ τὴν μεταφορὰν 20.000 τόννων γαιανθράκων ἐκ Πειραιῶς εἰς τὸν Ἠλεκτρικὸν Σταθμὸν Ἀλιβερίου. Προσφοραὶ γίνονται δεκταὶ μέχρι τῆς 27ης Μαρτίου 1961.	[1341, 690, 1576, 763]
diary-title: Τὸ «Ἡμερολόγιον τῆς Ἐπαναστάσεως τοῦ 1821»	[499, 962, 666, 1008]
divider	[493, 52, 494, 1648]
writers-title: Εἰς τὸν «Σύνδεσμον Λογοτεχνῶν»	[499, 641, 666, 673]
engagement-text: Ὁ ΠΑΝΑΓΙΩΤΗΣ ΒΟΣΝΑΚΗΣ καὶ ἡ ΕΥΑΓΓΕΛΙΑ ΒΟΣΝΑΚΗ ἀναγγέλλουν τοὺς ἀρραβῶνας τῆς κόρης των.	[1097, 688, 1329, 724]
sylphis-address: 32 ΟΔΟΣ ΒΟΥΚΟΥΡΕΣΤΙΟΥ — 1ος ΟΡΟΦΟΣ — ΤΗΛ. 616.140	[86, 1402, 429, 1415]
neo-theatro-ad	[307, 623, 489, 761]
ballet-text: Προσεχῶς θὰ φθάσῃ εἰς Ἀθήνας τὸ ἰσραηλινὸν μπαλλέτο «Ἰνμπάλ» τὸ ὁποῖον θὰ δώσῃ σειρὰν παραστάσεων εἰς τὸ θέατρον «Ρέξ».	[499, 462, 666, 523]
boxoffice-row: «Τὸ ξένο εἶναι πιὸ γλυκό» — Ἑλληνίς 37.261	[678, 1259, 900, 1271]
publisher-text: Ἐκυκλοφόρησε ὁ πρῶτος τόμος τοῦ «Ἡμερολογίου τῆς Ἐπαναστάσεως τοῦ 1821» εἰς πολυτελῆ ἔκδοσιν.	[307, 52, 489, 88]
ad-producers: ΑΛΕΚΟΣ ΣΑΚΕΛΛΑΡΙΟΣ · ΧΡΗΣΤΟΣ ΓΙΑΝΝΑΚΟΠΟΥΛΟΣ	[936, 666, 1071, 686]
new-films-title: ΟΙ ΝΕΕΣ ΤΑΙΝΙΕΣ	[678, 52, 910, 151]
defa-sign: Ὁ ΓΕΝΙΚΟΣ ΔΙΕΥΘΥΝΤΗΣ	[812, 2185, 952, 2197]
boxoffice-row: Σύνολον 272.593	[678, 1340, 763, 1351]
exhibitions-title: ΕΚΘΕΣΕΙΣ ΖΩΓΡΑΦΙΚΗΣ	[307, 172, 489, 199]
right-para-3: Α ΠΟΛΙΤΕΥΤΙΚΟΣ εἶπεν ὅτι ὁ κ. Κανελλόπουλος εἶναι ὁ καλύτερος ὑπουργὸς τῆς Κυβερνήσεως. Συνεφώνησαν καὶ οἱ ἄλλοι.	[1341, 182, 1576, 218]
eleftherostomies-masthead-box	[1097, 44, 1576, 100]
boxoffice-row: «Ὁ ἔνατος κύκλος» — Ἑσπερος 12.874	[678, 1324, 869, 1336]
ika-title: ΠΑΡΑΤΑΣΙΣ ΠΡΟΘΕΣΜΙΑΣ ΑΝΑΓΓΕΛΙΑΣ ΑΠΑΣΧΟΛΗΣΕΩΣ ΟΙΚΟΣΙΤΩΝ ΥΠΗΡΕΤΩΝ	[75, 1727, 440, 1762]
right-para-5: Α ΙΣΟΝΙΣΜΟΣ ἐκπληρώνεται μὲ τὸν «Ἀγῶνα», ἀναγνωρίζουν ἀμφότερα τὰ κόμματα.	[1341, 252, 1576, 277]
ad-credit-2: ΜΑΝΟΣ ΧΑΤΖΙΔΑΚΙΣ	[927, 1104, 1080, 1119]
ika-subtitle: ΑΝΑΚΟΙΝΩΣΙΣ ΤΟΥ Ι.Κ.Α.	[163, 1787, 352, 1802]
column-signature: Ὁ Ἐλευθερόστομος	[1456, 353, 1576, 367]
header-date: ΤΕΤΑΡΤΗ, 15 ΜΑΡΤΙΟΥ 1961	[469, 8, 631, 22]
anthos-sub: ΜΑΡΓΑΡΙΤΗ	[756, 1978, 834, 1991]
anthos-cigarette-ad	[678, 1925, 912, 2055]
cinema-header: Ο ΚΙΝΗΜΑΤΟΓΡΑΦΟΣ	[778, 14, 951, 31]
film-credits: Σκηνοθεσία: Τζὰκ Κάρντιφ. Πρωταγωνισταί: Τρέβορ Χάουαρντ, Ντήν Στόκγουελ, Οὐέντυ Χίλλερ, Μαίρη Οὔρ. Κινηματογράφοι: Ἀθηνά, Πάλλας.	[678, 1065, 899, 1113]
social-header: ΚΟΣΜΙΚΟΤΗΤΕΣ	[1097, 14, 1219, 30]
film-original-title: (Deveti Krug)	[761, 211, 827, 222]
ad-tag: ΔΕΥΤΕΡΑΝ	[927, 484, 1080, 502]
boxoffice-row: «Σκλάβοι χωρὶς ἁλυσίδες» — Ὀρφεύς 25.712	[678, 1275, 899, 1287]
polytechnic-sign: Ὁ Πρύτανις ΑΛ. ΠΑΠΠΑΣ	[1390, 540, 1527, 552]
doctor-2-title: ΑΦΡΟΔΙΣΙΑ ΝΟΣΗΜΑΤΑ ΙΑΤΡΟΣ	[939, 1486, 1068, 1509]
column-para-6: Η ΚΥΒΕΡΝΗΤΙΚΗ δικαιολογία, σύμφωνα πρὸς τὴν ὁποίαν θὰ ἐπιτευχθῇ ἡ ἀνάπτυξις, εἶναι πλέον γνωστή. Ἀλλὰ τὰ ἀποτελέσματα δὲν φαίνονται πουθενά.	[1097, 392, 1329, 440]
film-original-title: (Καρδ)	[777, 449, 811, 461]
greek-themes-text: Ἐκυκλοφόρησε τὸ τεῦχος Μαρτίου τῶν «Ἑλληνικῶν Θεμάτων» μὲ πλουσίαν ὕλην: ἄρθρα, διηγήματα, ποιήματα καὶ κριτικάς.	[499, 889, 666, 950]
doctor-3-title: ΙΑΤΡΟΣ ΜΑΙΕΥΤΗΡ - ΓΥΝΑΙΚΟΛΟΓΟΣ	[1365, 806, 1552, 818]
tender-text: Τὸ Νομαρχιακὸν Ταμεῖον Πειραιῶς προκηρύσσει μειοδοτικὸν διαγωνισμὸν διὰ τὴν προμήθειαν ὑλικῶν. Ὁ διαγωνισμὸς θὰ διεξαχθῇ τὴν 31ην Μαρτίου 1961 ἡμέραν Παρασκευὴν καὶ ὥραν 11 π.μ.	[1341, 577, 1576, 637]
films-list	[678, 196, 910, 1167]
ika-title-box	[38, 1718, 477, 1771]
donations-text: Ὁ ἰατρὸς κ. Ἀνδρ. Κωνσταντινίδης προσέφερε δρχ. 500 εἰς τὸ Ταμεῖον Ἀρωγῆς Ἀναπήρων.	[1097, 748, 1329, 772]
column-para-4: ΑΝΤΙΠΟΛΙΤΕΥΟΜΕΝΟΣ βουλευτὴς: «Δὲν πρόκειται νὰ συζητηθῇ ποτὲ αὐτὸ τὸ νομοσχέδιον. Ἐμεῖς ἐν πάσῃ περιπτώσει θὰ ψηφίσωμεν κατά.»	[1097, 296, 1329, 345]
donations-title: Δωρεαί	[1181, 730, 1245, 749]
column-7	[1341, 124, 1576, 2298]
hamena-oneira-ad	[922, 479, 1085, 1129]
recital-text: Σήμερον τὴν 7 μ.μ. εἰς τὴν αἴθουσαν τοῦ «Ἑλληνογαλλικοῦ Συνδέσμου» θὰ δοθῇ ρεσιτὰλ βιολιοῦ ὑπὸ τῆς δεσποινίδος Λ. Κ. μὲ ἔργα Μπάχ, Μότσαρτ καὶ Σοπέν. Θὰ συνοδεύσῃ εἰς τὸ πιάνο ἡ κ. Μ. Ἀντωνίου.	[28, 657, 295, 717]
ad-presents: Παρουσιάζουν	[970, 686, 1037, 696]
social-title: ΚΟΙΝΩΝΙΚΑ	[1097, 532, 1329, 568]
salopans-brand: ΣΑΛΟΠΑΝΣ	[512, 1179, 653, 1207]
sylphis-headline: ΤΟ ΠΡΟΒΛΗΜΑ ΣΑΣ ΕΛΥΘΗ	[143, 1423, 372, 1438]
pharmacies-title: Διανυκτερεύοντα φαρμακεῖα	[28, 533, 240, 549]
polytechnic-box	[1341, 372, 1576, 410]
header-sun: Ἀνατολὴ ἡλίου 6.39. Δύσις 6.30. Σελήνη 29 ἡμερῶν	[469, 22, 695, 33]
couple-photo-icon	[927, 773, 1080, 923]
doctor-1	[922, 1427, 1085, 1476]
column-para-1: Η ΠΡΟΤΑΣΙΣ ἀντιπολιτευομένων βουλευτῶν διὰ τὴν σύστασιν ἐξεταστικῆς τῶν προγραμμάτων ἐπιτροπῆς τοῦ κ. Ἀβέρωφ, ἀπερρίφθη ἀπὸ τὴν πλειοψηφίαν. Ὁ κ. Γ. Παπανδρέου ἐδήλωσεν ὅτι ἡ ἀντιπολίτευσις δὲν θὰ σταματήσῃ.	[1097, 124, 1329, 196]
